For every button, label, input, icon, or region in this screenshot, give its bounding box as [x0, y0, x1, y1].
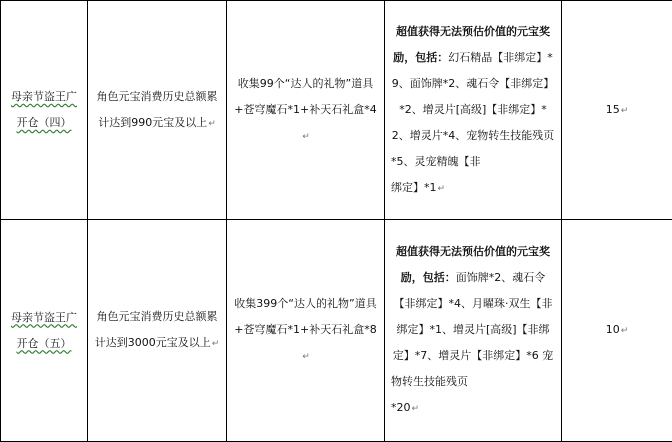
reward-cell [385, 220, 562, 442]
reward-items: 面饰牌*2、魂石令【非绑定】*4、月曜珠·双生【非绑定】*1、增灵片[高级]【非绑定】*7、增灵片【非绑定】*6 宠物转生技能残页 [391, 271, 553, 388]
return-mark: ↵ [438, 184, 446, 194]
reward-heading: 超值获得无法预估价值的元宝奖励，包括： [396, 245, 550, 284]
event-name: 母亲节盗王广开仓（四） [11, 90, 77, 129]
count-cell [562, 1, 672, 220]
condition-cell [88, 220, 227, 442]
condition-cell [88, 1, 227, 220]
table-row [1, 1, 672, 220]
event-name-cell [1, 220, 88, 442]
reward-tail-line [391, 175, 555, 202]
count-value: 15 [606, 103, 620, 116]
task-text: 收集399个“达人的礼物”道具+苍穹魔石*1+补天石礼盒*8 [234, 297, 376, 336]
return-mark: ↵ [302, 352, 310, 362]
count-cell [562, 220, 672, 442]
task-text: 收集99个“达人的礼物”道具+苍穹魔石*1+补天石礼盒*4 [234, 77, 376, 116]
task-cell [227, 220, 385, 442]
condition-text: 角色元宝消费历史总额累计达到3000元宝及以上 [95, 310, 218, 349]
return-mark: ↵ [208, 119, 216, 129]
count-value: 10 [606, 323, 620, 336]
reward-items: 幻石精晶【非绑定】*9、面饰牌*2、魂石令【非绑定】*2、增灵片[高级]【非绑定】*2、增灵片*4、宠物转生技能残页*5、灵宠精魄【非 [391, 51, 554, 168]
condition-text: 角色元宝消费历史总额累计达到990元宝及以上 [97, 90, 218, 129]
event-name: 母亲节盗王广开仓（五） [11, 311, 77, 350]
reward-tail: 绑定】*1 [391, 181, 437, 194]
reward-tail-line [391, 395, 555, 422]
reward-cell [385, 1, 562, 220]
reward-heading: 超值获得无法预估价值的元宝奖励，包括： [393, 25, 550, 64]
table-row [1, 220, 672, 442]
task-cell [227, 1, 385, 220]
return-mark: ↵ [412, 404, 420, 414]
return-mark: ↵ [212, 339, 220, 349]
return-mark: ↵ [621, 326, 629, 336]
return-mark: ↵ [302, 132, 310, 142]
event-name-cell [1, 1, 88, 220]
return-mark: ↵ [621, 106, 629, 116]
reward-tail: *20 [391, 401, 411, 414]
